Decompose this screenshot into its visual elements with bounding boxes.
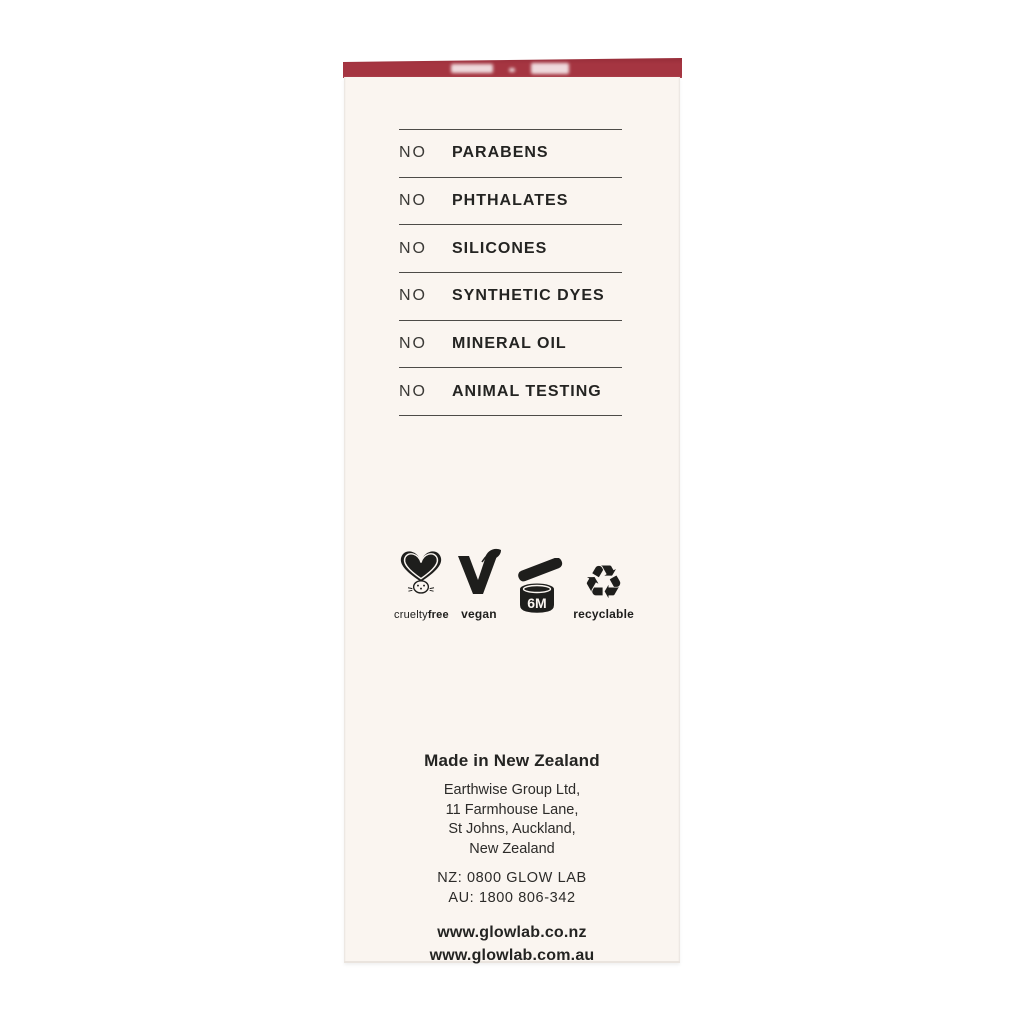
recyclable-label: recyclable: [573, 607, 634, 621]
free-from-claims-list: [399, 129, 622, 416]
claim-label: SILICONES: [452, 239, 548, 257]
cruelty-free-badge: [394, 544, 449, 621]
period-after-opening-badge: [509, 558, 565, 621]
box-top-red-band: [343, 58, 682, 78]
list-item: [399, 367, 622, 415]
phone-numbers: [344, 869, 680, 908]
list-item: [399, 177, 622, 225]
vegan-badge: [457, 548, 501, 621]
open-jar-6m-icon: [509, 558, 565, 621]
website-nz: www.glowlab.co.nz: [437, 924, 587, 941]
manufacturer-address: [344, 781, 680, 859]
claim-label: ANIMAL TESTING: [452, 382, 602, 400]
box-front-face: [344, 77, 680, 963]
claim-label: SYNTHETIC DYES: [452, 287, 605, 305]
no-prefix: NO: [399, 335, 427, 353]
claim-label: PHTHALATES: [452, 192, 569, 210]
flap-print-smudge: [531, 63, 569, 74]
claim-label: MINERAL OIL: [452, 335, 567, 353]
list-item: [399, 320, 622, 368]
website-au: www.glowlab.com.au: [429, 947, 595, 964]
cruelty-free-label: crueltyfree: [394, 609, 449, 621]
no-prefix: NO: [399, 287, 427, 305]
claim-label: PARABENS: [452, 144, 549, 162]
list-item: [399, 224, 622, 272]
no-prefix: NO: [399, 382, 427, 400]
phone-line-nz: NZ: 0800 GLOW LAB: [437, 870, 587, 886]
cruelty-free-bunny-heart-icon: [395, 544, 447, 607]
list-item: [399, 129, 622, 177]
no-prefix: NO: [399, 192, 427, 210]
recycling-arrows-icon: ♻: [583, 555, 625, 609]
vegan-v-leaf-icon: [457, 548, 501, 605]
phone-line-au: AU: 1800 806-342: [448, 889, 576, 906]
address-line: New Zealand: [469, 840, 555, 857]
no-prefix: NO: [399, 239, 427, 257]
vegan-label: vegan: [461, 607, 497, 621]
manufacturer-info-block: [344, 751, 680, 967]
address-line: 11 Farmhouse Lane,: [445, 801, 579, 818]
address-line: Earthwise Group Ltd,: [443, 782, 581, 798]
website-urls: [344, 921, 680, 967]
address-line: St Johns, Auckland,: [448, 821, 576, 837]
made-in-text: Made in New Zealand: [424, 751, 600, 770]
svg-text:6M: 6M: [527, 595, 547, 611]
product-box-back-panel: [344, 58, 680, 963]
flap-print-dot: [509, 68, 515, 72]
recyclable-badge: [573, 555, 634, 621]
certification-icons-row: [394, 545, 634, 621]
no-prefix: NO: [399, 144, 427, 162]
flap-print-smudge: [451, 64, 493, 73]
list-item: [399, 272, 622, 320]
